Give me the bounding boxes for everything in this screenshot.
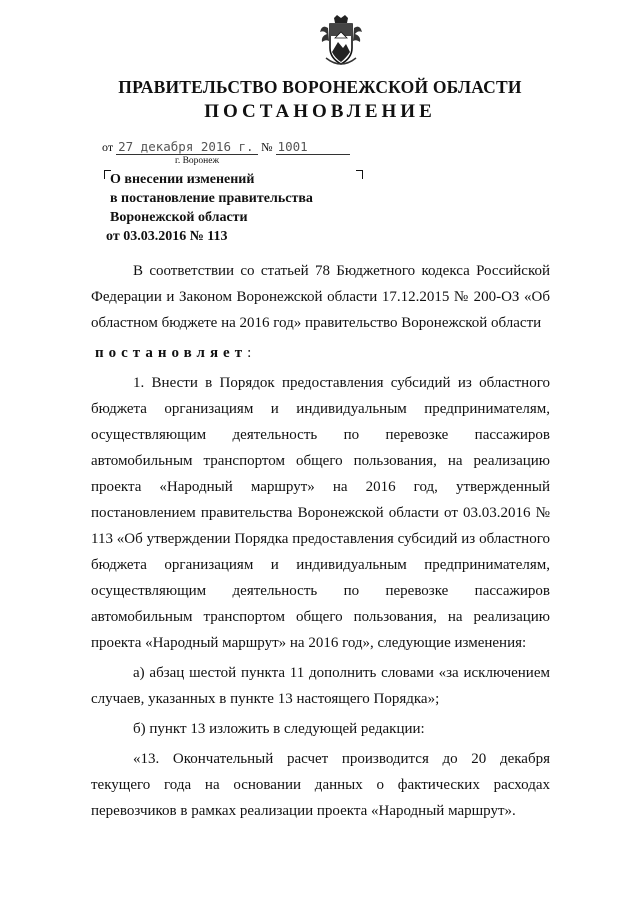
dateline xyxy=(102,139,350,155)
subject-bracket-right xyxy=(356,170,363,179)
decree-line xyxy=(91,340,550,366)
subject-line: О внесении изменений xyxy=(110,172,255,187)
decree-word: постановляет xyxy=(95,345,248,361)
document-type-title: ПОСТАНОВЛЕНИЕ xyxy=(204,101,436,122)
item-13-paragraph: «13. Окончательный расчет производится до 20 декабря текущего года на основании данных о фактических расходах перевозчиков в рамках реализации проекта «Народный маршрут». xyxy=(91,751,550,819)
decree-colon: : xyxy=(247,345,252,361)
subject-line: в постановление правительства xyxy=(110,191,313,206)
intro-paragraph: В соответствии со статьей 78 Бюджетного кодекса Российской Федерации и Законом Воронежской области 17.12.2015 № 200-ОЗ «Об областном бюджете на 2016 год» правительство Воронежской области xyxy=(91,263,550,331)
coat-of-arms-icon xyxy=(318,14,364,70)
date-prefix: от xyxy=(102,140,114,154)
item-1-paragraph: 1. Внести в Порядок предоставления субсидий из областного бюджета организациям и индивидуальным предпринимателям, осуществляющим деятельность по перевозке пассажиров автомобильным транспортом общего пользования, на реализацию проекта «Народный маршрут» на 2016 год, утвержденный постановлением правительства Воронежской области от 03.03.2016 № 113 «Об утверждении Порядка предоставления субсидий из областного бюджета организациям и индивидуальным предпринимателям, осуществляющим деятельность по перевозке пассажиров автомобильным транспортом общего пользования, на реализацию проекта «Народный маршрут» на 2016 год», следующие изменения: xyxy=(91,375,550,651)
number-sign: № xyxy=(261,140,273,154)
document-subject xyxy=(106,170,313,246)
item-a-paragraph: а) абзац шестой пункта 11 дополнить словами «за исключением случаев, указанных в пункте 13 настоящего Порядка»; xyxy=(91,665,550,707)
document-number: 1001 xyxy=(276,139,350,155)
city-label: г. Воронеж xyxy=(175,156,220,166)
organization-title: ПРАВИТЕЛЬСТВО ВОРОНЕЖСКОЙ ОБЛАСТИ xyxy=(118,77,522,97)
item-b-paragraph: б) пункт 13 изложить в следующей редакции: xyxy=(133,721,425,737)
subject-line: от 03.03.2016 № 113 xyxy=(106,229,228,244)
subject-line: Воронежской области xyxy=(110,210,248,225)
document-body xyxy=(91,258,550,824)
document-date: 27 декабря 2016 г. xyxy=(116,139,258,155)
